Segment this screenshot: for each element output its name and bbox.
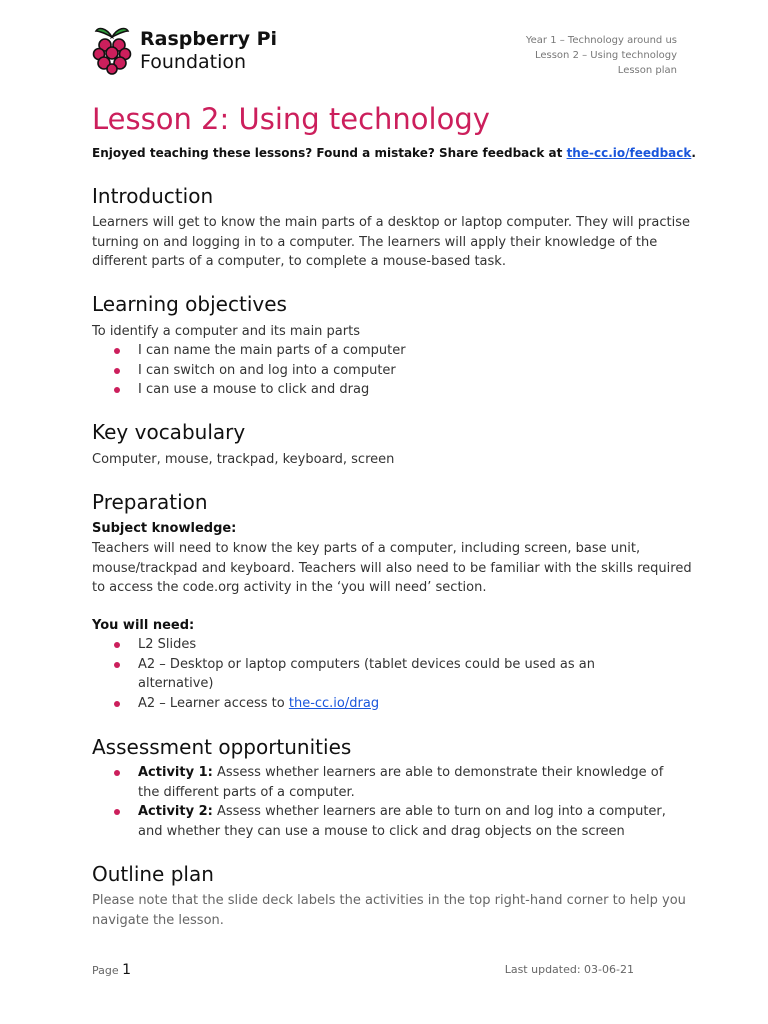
bullet-icon [114, 348, 120, 354]
bullet-icon [114, 368, 120, 374]
objective-text: I can use a mouse to click and drag [138, 382, 370, 397]
header-meta-year: Year 1 – Technology around us [525, 35, 677, 46]
list-item [92, 380, 672, 400]
footer-page-number [92, 962, 131, 978]
list-item [92, 361, 672, 381]
activity-text: Assess whether learners are able to demonstrate their knowledge of the different parts of a computer. [138, 765, 664, 800]
page-number: 1 [122, 962, 132, 978]
list-item [92, 341, 672, 361]
bullet-icon [114, 387, 120, 393]
raspberry-pi-logo[interactable] [92, 25, 278, 75]
objectives-heading: Learning objectives [92, 292, 287, 316]
activity-label: Activity 1: [138, 765, 213, 780]
objective-text: I can switch on and log into a computer [138, 362, 396, 378]
need-item-text: A2 – Desktop or laptop computers (tablet devices could be used as an alternative) [138, 656, 595, 691]
activity-text: Assess whether learners are able to turn on and log into a computer, and whether they can use a mouse to click and drag objects on the screen [138, 804, 666, 839]
outline-text: Please note that the slide deck labels the activities in the top right-hand corner to help you navigate the lesson. [92, 893, 686, 928]
activity-label: Activity 2: [138, 804, 213, 819]
footer-last-updated: Last updated: 03-06-21 [504, 963, 634, 976]
introduction-text: Learners will get to know the main parts of a desktop or laptop computer. They will practise turning on and logging in to a computer. The learners will apply their knowledge of the different parts of a computer, to complete a mouse-based task. [92, 215, 690, 269]
introduction-heading: Introduction [92, 184, 214, 208]
list-item [92, 694, 672, 714]
you-will-need-label: You will need: [92, 618, 195, 633]
feedback-text: Enjoyed teaching these lessons? Found a mistake? Share feedback at [92, 146, 567, 160]
list-item [92, 802, 672, 841]
bullet-icon [114, 662, 120, 668]
bullet-icon [114, 770, 120, 776]
subject-knowledge-text: Teachers will need to know the key parts of a computer, including screen, base unit, mouse/trackpad and keyboard. Teachers will also need to be familiar with the skills required to access the code.org activity in the ‘you will need’ section. [92, 541, 692, 595]
logo-text-line1: Raspberry Pi [140, 28, 278, 50]
header-meta [526, 33, 677, 78]
subject-knowledge-label: Subject knowledge: [92, 521, 237, 536]
need-item-text: A2 – Learner access to [138, 695, 289, 711]
need-item-text: L2 Slides [138, 637, 197, 652]
outline-heading: Outline plan [92, 862, 214, 886]
list-item [92, 763, 672, 802]
objectives-intro: To identify a computer and its main parts [92, 324, 360, 339]
page-title: Lesson 2: Using technology [92, 102, 490, 136]
vocabulary-text: Computer, mouse, trackpad, keyboard, screen [92, 452, 395, 467]
raspberry-icon [92, 25, 132, 75]
assessment-heading: Assessment opportunities [92, 735, 352, 759]
header-meta-lesson: Lesson 2 – Using technology [534, 50, 677, 61]
logo-text-line2: Foundation [140, 51, 247, 73]
feedback-period: . [691, 146, 696, 160]
list-item [92, 655, 672, 694]
page-label: Page [92, 964, 123, 977]
header-meta-type: Lesson plan [617, 65, 677, 76]
drag-activity-link[interactable]: the-cc.io/drag [288, 695, 380, 711]
objective-text: I can name the main parts of a computer [138, 343, 406, 358]
bullet-icon [114, 642, 120, 648]
bullet-icon [114, 809, 120, 815]
you-will-need-list [92, 635, 672, 713]
preparation-heading: Preparation [92, 490, 208, 514]
feedback-line [92, 146, 696, 160]
objectives-list [92, 341, 672, 400]
list-item [92, 635, 672, 655]
bullet-icon [114, 701, 120, 707]
feedback-link[interactable]: the-cc.io/feedback [566, 146, 692, 160]
assessment-list [92, 763, 672, 841]
vocabulary-heading: Key vocabulary [92, 420, 246, 444]
